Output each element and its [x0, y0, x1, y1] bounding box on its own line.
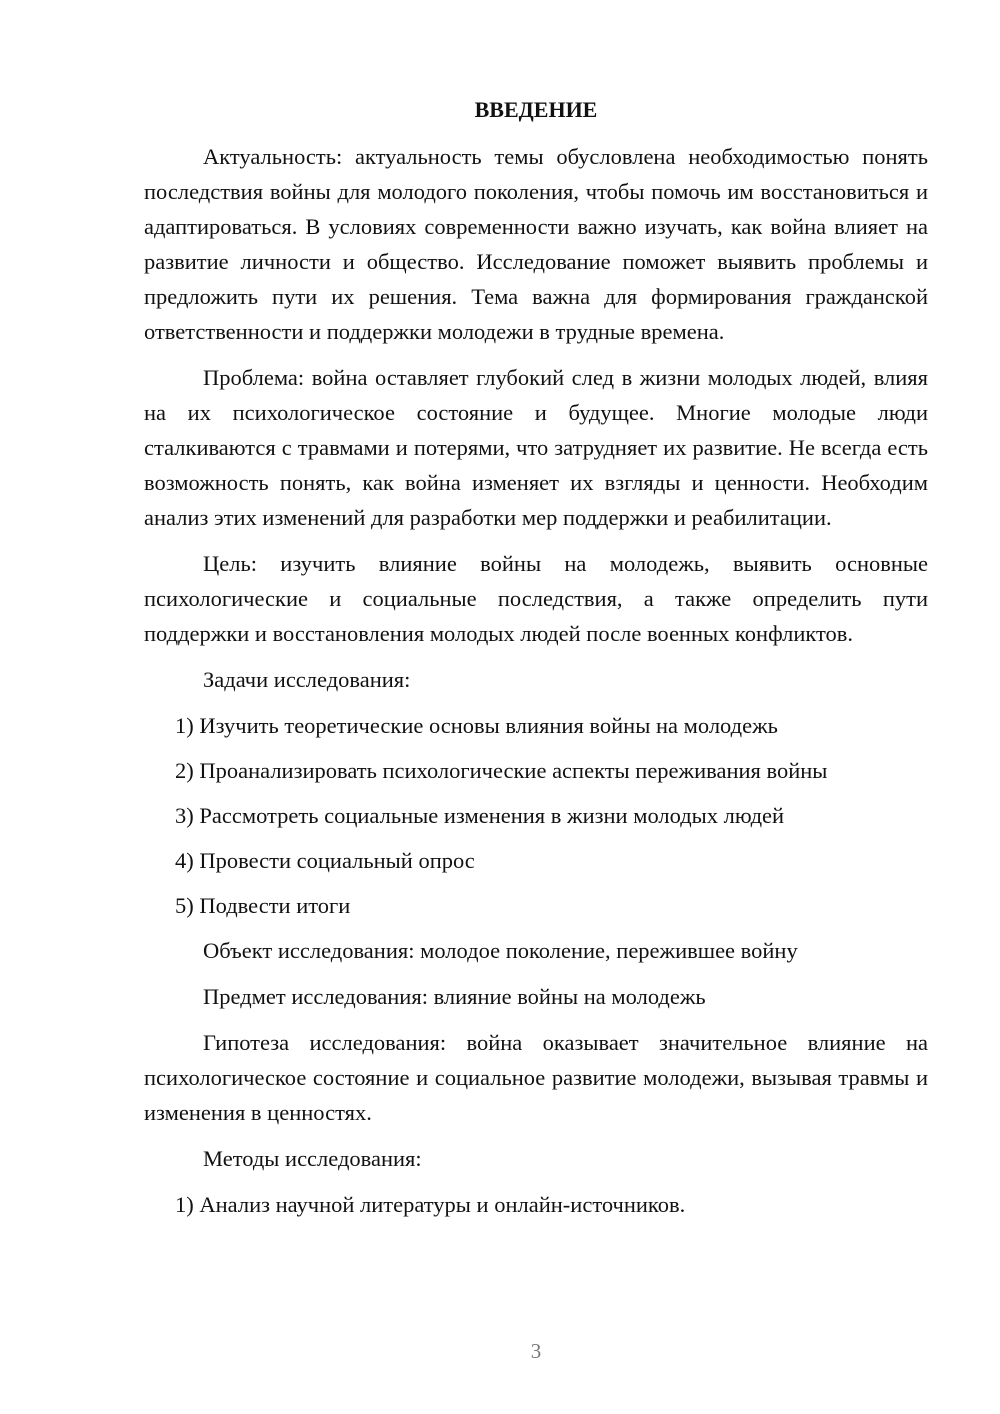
tasks-title: Задачи исследования:: [203, 667, 411, 692]
methods-title: Методы исследования:: [203, 1146, 422, 1171]
object-paragraph: Объект исследования: молодое поколение, пережившее войну: [203, 938, 798, 963]
method-item: 1) Анализ научной литературы и онлайн-источников.: [175, 1192, 686, 1217]
page-body: [144, 92, 928, 1232]
subject-paragraph: Предмет исследования: влияние войны на молодежь: [203, 984, 706, 1009]
task-item: 4) Провести социальный опрос: [175, 848, 475, 873]
page-number: 3: [530, 1339, 542, 1363]
task-item: 2) Проанализировать психологические аспекты переживания войны: [175, 758, 828, 783]
goal-paragraph: Цель: изучить влияние войны на молодежь, выявить основные психологические и социальные последствия, а также определить пути поддержки и восстановления молодых людей после военных конфликтов.: [144, 551, 928, 646]
tasks-list: [144, 708, 928, 923]
task-item: 1) Изучить теоретические основы влияния войны на молодежь: [175, 713, 778, 738]
task-item: 3) Рассмотреть социальные изменения в жизни молодых людей: [175, 803, 785, 828]
problem-paragraph: Проблема: война оставляет глубокий след в жизни молодых людей, влияя на их психологическое состояние и будущее. Многие молодые люди сталкиваются с травмами и потерями, что затрудняет их развитие. Не всегда есть возможность понять, как война изменяет их взгляды и ценности. Необходим анализ этих изменений для разработки мер поддержки и реабилитации.: [144, 365, 928, 530]
page-heading: ВВЕДЕНИЕ: [474, 97, 598, 122]
hypothesis-paragraph: Гипотеза исследования: война оказывает значительное влияние на психологическое состояние и социальное развитие молодежи, вызывая травмы и изменения в ценностях.: [144, 1030, 928, 1125]
methods-list: [144, 1187, 928, 1222]
task-item: 5) Подвести итоги: [175, 893, 351, 918]
actuality-paragraph: Актуальность: актуальность темы обусловлена необходимостью понять последствия войны для молодого поколения, чтобы помочь им восстановиться и адаптироваться. В условиях современности важно изучать, как война влияет на развитие личности и общество. Исследование поможет выявить проблемы и предложить пути их решения. Тема важна для формирования гражданской ответственности и поддержки молодежи в трудные времена.: [144, 144, 928, 344]
